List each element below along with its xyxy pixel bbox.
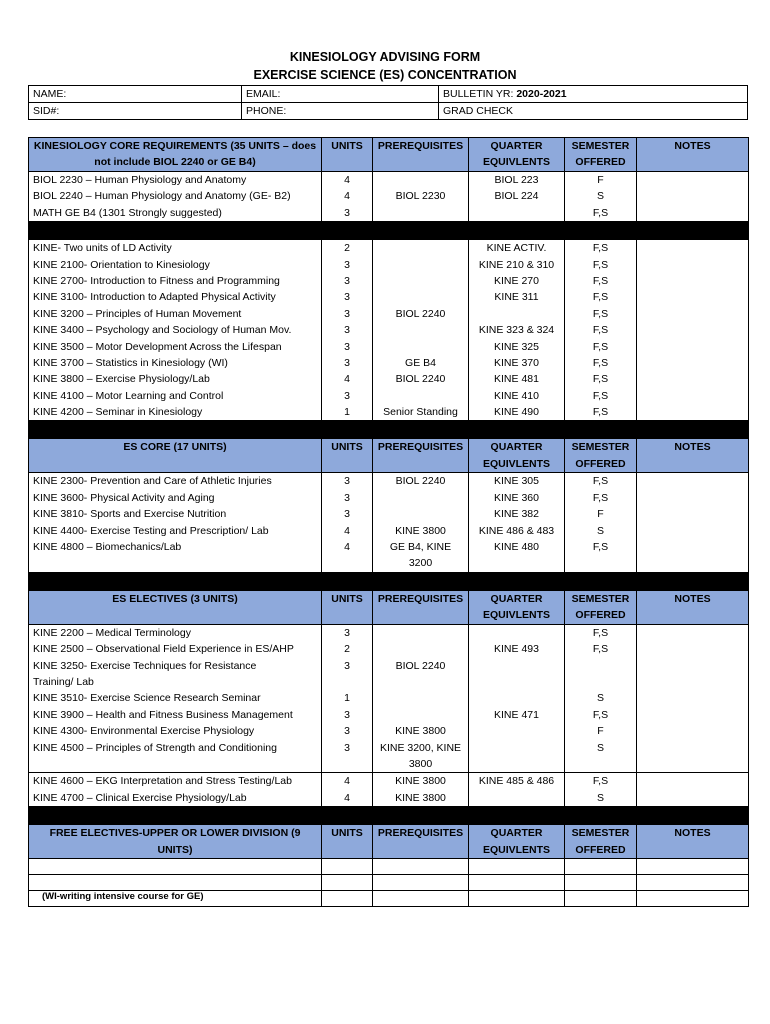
notes-cell[interactable] bbox=[637, 240, 749, 421]
units-item: 4 bbox=[344, 775, 350, 788]
course-item: KINE 2500 – Observational Field Experience in ES/AHP bbox=[33, 643, 294, 656]
form-subtitle: EXERCISE SCIENCE (ES) CONCENTRATION bbox=[253, 68, 517, 82]
quarter-header: QUARTER EQUIVLENTS bbox=[469, 138, 565, 172]
prereq-item bbox=[377, 205, 464, 221]
units-item: 4 bbox=[344, 791, 350, 804]
units-list bbox=[322, 773, 373, 807]
units-list bbox=[322, 240, 373, 421]
prereq-item bbox=[377, 674, 464, 690]
course-item: KINE 4300- Environmental Exercise Physiology bbox=[33, 725, 255, 738]
units-item: 3 bbox=[344, 508, 350, 521]
units-item bbox=[326, 674, 368, 690]
quarter-item: KINE 370 bbox=[494, 356, 539, 369]
prereq-item bbox=[377, 506, 464, 522]
prereq-item bbox=[377, 322, 464, 338]
course-item: MATH GE B4 (1301 Strongly suggested) bbox=[33, 206, 222, 219]
semester-item: F,S bbox=[592, 206, 609, 219]
semester-header: SEMESTER OFFERED bbox=[565, 825, 637, 859]
course-item: KINE 3600- Physical Activity and Aging bbox=[33, 491, 215, 504]
quarter-item bbox=[473, 205, 560, 221]
quarter-item bbox=[473, 723, 560, 739]
prereq-item: GE B4, KINE bbox=[389, 541, 452, 554]
prereq-item: 3800 bbox=[408, 757, 433, 770]
semester-item: F,S bbox=[592, 324, 609, 337]
quarter-item bbox=[473, 555, 560, 571]
prereq-item bbox=[377, 240, 464, 256]
units-item: 3 bbox=[344, 274, 350, 287]
quarter-item bbox=[473, 306, 560, 322]
course-item: KINE- Two units of LD Activity bbox=[33, 242, 172, 255]
course-item: KINE 3400 – Psychology and Sociology of Human Mov. bbox=[33, 324, 292, 337]
course-list bbox=[29, 172, 322, 222]
units-item: 3 bbox=[344, 741, 350, 754]
semester-item: F,S bbox=[592, 775, 609, 788]
footnote: (WI-writing intensive course for GE) bbox=[42, 891, 204, 902]
prereq-item bbox=[377, 388, 464, 404]
prereq-list bbox=[373, 773, 469, 807]
course-item: KINE 3200 – Principles of Human Movement bbox=[33, 307, 242, 320]
semester-item: F,S bbox=[592, 356, 609, 369]
course-item: KINE 2300- Prevention and Care of Athletic Injuries bbox=[33, 475, 272, 488]
semester-item: F bbox=[597, 508, 604, 521]
prereq-item: Senior Standing bbox=[383, 406, 458, 419]
quarter-item: KINE 210 & 310 bbox=[478, 258, 555, 271]
semester-item: S bbox=[596, 190, 604, 203]
semester-item: F,S bbox=[592, 491, 609, 504]
prereq-item bbox=[377, 273, 464, 289]
units-item: 2 bbox=[344, 242, 350, 255]
notes-header: NOTES bbox=[637, 138, 749, 172]
units-item: 4 bbox=[344, 373, 350, 386]
prereq-item: KINE 3800 bbox=[395, 725, 446, 738]
units-header: UNITS bbox=[322, 825, 373, 859]
prereq-item bbox=[377, 172, 464, 188]
free-electives-header-row bbox=[29, 825, 749, 859]
prereq-item: KINE 3800 bbox=[395, 524, 446, 537]
quarter-item: KINE 480 bbox=[494, 541, 539, 554]
course-list bbox=[29, 773, 322, 807]
es-electives-header-row bbox=[29, 590, 749, 624]
prereq-item bbox=[377, 625, 464, 641]
quarter-item: BIOL 224 bbox=[494, 190, 539, 203]
quarter-item: KINE 490 bbox=[494, 406, 539, 419]
quarter-item bbox=[473, 625, 560, 641]
prereq-header: PREREQUISITES bbox=[373, 138, 469, 172]
bulletin-year bbox=[439, 86, 748, 103]
name-field[interactable]: NAME: bbox=[29, 86, 242, 103]
semester-item bbox=[569, 756, 632, 772]
quarter-item: KINE 486 & 483 bbox=[478, 524, 555, 537]
course-item bbox=[33, 555, 317, 571]
notes-cell[interactable] bbox=[637, 773, 749, 807]
sid-field[interactable]: SID#: bbox=[29, 103, 242, 120]
units-item: 3 bbox=[344, 475, 350, 488]
course-list bbox=[29, 473, 322, 572]
course-item: KINE 4100 – Motor Learning and Control bbox=[33, 389, 224, 402]
prereq-list bbox=[373, 473, 469, 572]
semester-item: F bbox=[597, 725, 604, 738]
course-item: KINE 4400- Exercise Testing and Prescription/ Lab bbox=[33, 524, 269, 537]
prereq-item: BIOL 2230 bbox=[395, 190, 446, 203]
units-item: 4 bbox=[344, 174, 350, 186]
prereq-item: BIOL 2240 bbox=[395, 659, 446, 672]
units-list bbox=[322, 624, 373, 773]
course-list bbox=[29, 240, 322, 421]
semester-item: F,S bbox=[592, 406, 609, 419]
prereq-item: 3200 bbox=[408, 557, 433, 570]
quarter-item bbox=[473, 740, 560, 756]
quarter-header: QUARTER EQUIVLENTS bbox=[469, 590, 565, 624]
semester-item: F,S bbox=[592, 373, 609, 386]
prereq-list bbox=[373, 624, 469, 773]
phone-field[interactable]: PHONE: bbox=[242, 103, 439, 120]
quarter-item bbox=[473, 674, 560, 690]
free-elective-row[interactable] bbox=[29, 859, 749, 875]
semester-item: S bbox=[596, 524, 604, 537]
quarter-item: KINE 481 bbox=[494, 373, 539, 386]
course-item: KINE 3510- Exercise Science Research Seminar bbox=[33, 692, 261, 705]
prereq-item bbox=[377, 339, 464, 355]
semester-item: F,S bbox=[592, 274, 609, 287]
quarter-item: KINE 493 bbox=[494, 643, 539, 656]
quarter-item: KINE 360 bbox=[494, 491, 539, 504]
quarter-header: QUARTER EQUIVLENTS bbox=[469, 825, 565, 859]
quarter-item: KINE 471 bbox=[494, 708, 539, 721]
quarter-item: KINE 485 & 486 bbox=[478, 775, 555, 788]
course-item: KINE 4800 – Biomechanics/Lab bbox=[33, 541, 182, 554]
semester-item: S bbox=[596, 692, 604, 705]
prereq-item bbox=[377, 690, 464, 706]
prereq-item: KINE 3200, KINE bbox=[379, 741, 462, 754]
quarter-item: KINE 311 bbox=[494, 291, 539, 304]
divider-row bbox=[29, 222, 749, 240]
course-item: KINE 4500 – Principles of Strength and Conditioning bbox=[33, 741, 277, 754]
course-item: KINE 3810- Sports and Exercise Nutrition bbox=[33, 508, 227, 521]
course-item: KINE 2700- Introduction to Fitness and Programming bbox=[33, 274, 280, 287]
divider-row bbox=[29, 572, 749, 590]
notes-cell[interactable] bbox=[637, 473, 749, 572]
course-item: KINE 4600 – EKG Interpretation and Stress Testing/Lab bbox=[33, 775, 292, 788]
quarter-item: KINE ACTIV. bbox=[486, 242, 547, 255]
quarter-list bbox=[469, 624, 565, 773]
units-item bbox=[326, 555, 368, 571]
prereq-item bbox=[377, 641, 464, 657]
units-item: 3 bbox=[344, 307, 350, 320]
semester-item: F,S bbox=[592, 708, 609, 721]
quarter-item bbox=[473, 690, 560, 706]
quarter-header: QUARTER EQUIVLENTS bbox=[469, 439, 565, 473]
prereq-list bbox=[373, 240, 469, 421]
course-item: KINE 2100- Orientation to Kinesiology bbox=[33, 258, 210, 271]
course-item: KINE 2200 – Medical Terminology bbox=[33, 626, 191, 639]
semester-list bbox=[565, 473, 637, 572]
quarter-item bbox=[473, 756, 560, 772]
notes-cell[interactable] bbox=[637, 172, 749, 222]
course-item bbox=[33, 756, 317, 772]
quarter-item: KINE 410 bbox=[494, 389, 539, 402]
semester-item: S bbox=[596, 741, 604, 754]
semester-list bbox=[565, 773, 637, 807]
notes-header: NOTES bbox=[637, 590, 749, 624]
quarter-list bbox=[469, 240, 565, 421]
semester-list bbox=[565, 240, 637, 421]
units-item: 3 bbox=[344, 206, 350, 219]
prereq-item bbox=[377, 289, 464, 305]
units-item: 4 bbox=[344, 541, 350, 554]
form-title: KINESIOLOGY ADVISING FORM bbox=[289, 50, 481, 64]
semester-item: F,S bbox=[592, 242, 609, 255]
quarter-item bbox=[473, 790, 560, 806]
units-item: 4 bbox=[344, 524, 350, 537]
quarter-list bbox=[469, 773, 565, 807]
semester-list bbox=[565, 624, 637, 773]
semester-item bbox=[569, 555, 632, 571]
email-field[interactable]: EMAIL: bbox=[242, 86, 439, 103]
core-a-block bbox=[29, 172, 749, 222]
semester-item bbox=[569, 658, 632, 674]
quarter-item: BIOL 223 bbox=[494, 174, 539, 186]
bulletin-label: BULLETIN YR: bbox=[443, 88, 517, 100]
divider-row bbox=[29, 421, 749, 439]
prereq-list bbox=[373, 172, 469, 222]
course-item: KINE 3700 – Statistics in Kinesiology (WI) bbox=[33, 356, 228, 369]
semester-item: F,S bbox=[592, 340, 609, 353]
course-item: KINE 3100- Introduction to Adapted Physical Activity bbox=[33, 291, 276, 304]
units-list bbox=[322, 172, 373, 222]
units-item: 3 bbox=[344, 340, 350, 353]
quarter-item: KINE 305 bbox=[494, 475, 539, 488]
units-item: 1 bbox=[344, 406, 350, 419]
units-header: UNITS bbox=[322, 439, 373, 473]
semester-item: F,S bbox=[592, 307, 609, 320]
units-item: 3 bbox=[344, 324, 350, 337]
units-item: 3 bbox=[344, 491, 350, 504]
es-electives-block-a bbox=[29, 624, 749, 773]
units-item: 3 bbox=[344, 708, 350, 721]
semester-header: SEMESTER OFFERED bbox=[565, 138, 637, 172]
semester-item bbox=[569, 674, 632, 690]
quarter-item: KINE 325 bbox=[494, 340, 539, 353]
core-header-row bbox=[29, 138, 749, 172]
semester-item: F,S bbox=[592, 475, 609, 488]
semester-item: F,S bbox=[592, 258, 609, 271]
units-item: 3 bbox=[344, 356, 350, 369]
course-item: BIOL 2230 – Human Physiology and Anatomy bbox=[33, 174, 247, 186]
semester-item: F,S bbox=[592, 291, 609, 304]
core-section-title: KINESIOLOGY CORE REQUIREMENTS (35 UNITS – does not include BIOL 2240 or GE B4) bbox=[29, 138, 322, 172]
prereq-item: BIOL 2240 bbox=[395, 475, 446, 488]
notes-header: NOTES bbox=[637, 825, 749, 859]
divider-row bbox=[29, 807, 749, 825]
course-item: BIOL 2240 – Human Physiology and Anatomy (GE- B2) bbox=[33, 190, 291, 203]
units-item: 3 bbox=[344, 626, 350, 639]
course-item: Training/ Lab bbox=[33, 675, 94, 688]
course-item: KINE 4700 – Clinical Exercise Physiology/Lab bbox=[33, 791, 247, 804]
units-list bbox=[322, 473, 373, 572]
grad-check: GRAD CHECK bbox=[439, 103, 748, 120]
prereq-item bbox=[377, 707, 464, 723]
units-item: 2 bbox=[344, 643, 350, 656]
quarter-item bbox=[473, 658, 560, 674]
free-electives-section-title: FREE ELECTIVES-UPPER OR LOWER DIVISION (9 UNITS) bbox=[29, 825, 322, 859]
semester-item: F,S bbox=[592, 541, 609, 554]
quarter-item: KINE 382 bbox=[494, 508, 539, 521]
units-item: 3 bbox=[344, 659, 350, 672]
course-item: KINE 4200 – Seminar in Kinesiology bbox=[33, 406, 203, 419]
units-item: 3 bbox=[344, 389, 350, 402]
es-electives-block-b bbox=[29, 773, 749, 807]
notes-header: NOTES bbox=[637, 439, 749, 473]
requirements-table bbox=[28, 137, 749, 907]
semester-item: S bbox=[596, 791, 604, 804]
quarter-list bbox=[469, 172, 565, 222]
units-item: 4 bbox=[344, 190, 350, 203]
student-info-table bbox=[28, 85, 748, 120]
prereq-item: KINE 3800 bbox=[395, 775, 446, 788]
units-item: 1 bbox=[344, 692, 350, 705]
units-header: UNITS bbox=[322, 590, 373, 624]
semester-header: SEMESTER OFFERED bbox=[565, 439, 637, 473]
course-list bbox=[29, 624, 322, 773]
course-item: KINE 3800 – Exercise Physiology/Lab bbox=[33, 373, 210, 386]
semester-item: F,S bbox=[592, 626, 609, 639]
core-b-block bbox=[29, 240, 749, 421]
course-item: KINE 3500 – Motor Development Across the Lifespan bbox=[33, 340, 282, 353]
course-item: KINE 3250- Exercise Techniques for Resistance bbox=[33, 659, 257, 672]
bulletin-value: 2020-2021 bbox=[516, 88, 567, 100]
units-item: 3 bbox=[344, 258, 350, 271]
es-core-block bbox=[29, 473, 749, 572]
units-header: UNITS bbox=[322, 138, 373, 172]
units-item: 3 bbox=[344, 291, 350, 304]
notes-cell[interactable] bbox=[637, 624, 749, 773]
units-item bbox=[326, 756, 368, 772]
prereq-header: PREREQUISITES bbox=[373, 825, 469, 859]
prereq-item: GE B4 bbox=[405, 356, 436, 369]
semester-header: SEMESTER OFFERED bbox=[565, 590, 637, 624]
prereq-item bbox=[377, 257, 464, 273]
course-item: KINE 3900 – Health and Fitness Business Management bbox=[33, 708, 293, 721]
units-item: 3 bbox=[344, 725, 350, 738]
prereq-header: PREREQUISITES bbox=[373, 590, 469, 624]
prereq-item: KINE 3800 bbox=[395, 791, 446, 804]
quarter-item: KINE 270 bbox=[494, 274, 539, 287]
prereq-item: BIOL 2240 bbox=[395, 373, 446, 386]
semester-item: F,S bbox=[592, 389, 609, 402]
semester-item: F bbox=[597, 174, 604, 186]
quarter-list bbox=[469, 473, 565, 572]
semester-item: F,S bbox=[592, 643, 609, 656]
es-electives-section-title: ES ELECTIVES (3 UNITS) bbox=[29, 590, 322, 624]
prereq-item: BIOL 2240 bbox=[395, 307, 446, 320]
prereq-header: PREREQUISITES bbox=[373, 439, 469, 473]
es-core-section-title: ES CORE (17 UNITS) bbox=[29, 439, 322, 473]
es-core-header-row bbox=[29, 439, 749, 473]
semester-list bbox=[565, 172, 637, 222]
prereq-item bbox=[377, 490, 464, 506]
free-elective-row[interactable] bbox=[29, 875, 749, 891]
quarter-item: KINE 323 & 324 bbox=[478, 324, 555, 337]
